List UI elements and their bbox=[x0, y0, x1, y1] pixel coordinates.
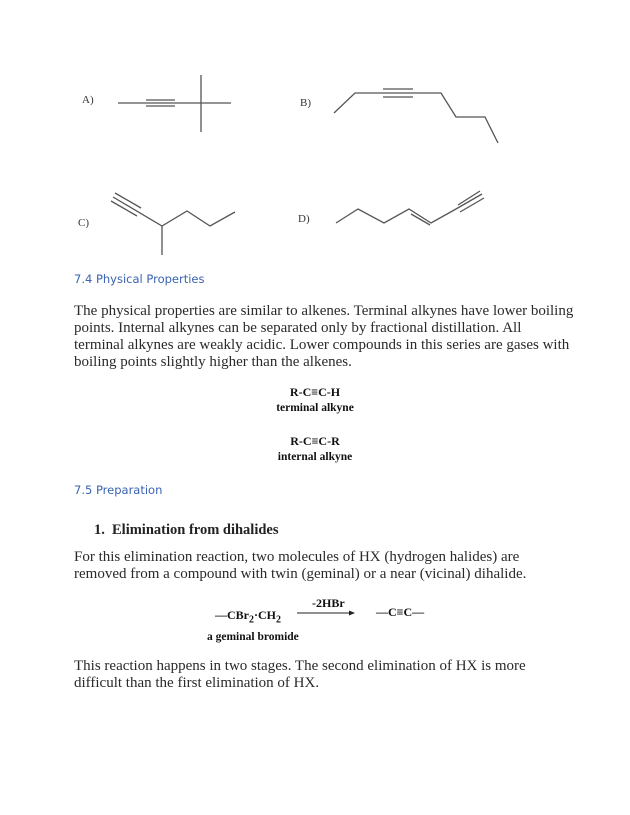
reaction-caption: a geminal bromide bbox=[207, 631, 299, 643]
section-heading-physical-properties: 7.4 Physical Properties bbox=[74, 272, 205, 286]
preparation-paragraph bbox=[74, 549, 574, 583]
paragraph-line: boiling points slightly higher than the alkenes. bbox=[74, 354, 352, 370]
paragraph-line: For this elimination reaction, two molecules of HX (hydrogen halides) are bbox=[74, 549, 520, 565]
structure-label-d: D) bbox=[298, 213, 310, 225]
section-heading-preparation: 7.5 Preparation bbox=[74, 483, 163, 497]
reactant-subscript-2: 2 bbox=[276, 614, 282, 626]
terminal-alkyne-formula: R-C≡C-H bbox=[289, 385, 341, 399]
structure-label-c: C) bbox=[78, 217, 89, 229]
structure-a-skeleton bbox=[118, 75, 231, 132]
structure-b-skeleton bbox=[334, 89, 498, 143]
paragraph-line: terminal alkynes are weakly acidic. Lower compounds in this series are gases with bbox=[74, 337, 570, 353]
paragraph-line: The physical properties are similar to alkenes. Terminal alkynes have lower boiling bbox=[74, 303, 574, 319]
structure-label-a: A) bbox=[82, 94, 94, 106]
structures-drawing bbox=[0, 0, 630, 270]
reactant-prefix: —CBr bbox=[215, 608, 249, 622]
structure-d-skeleton bbox=[336, 191, 484, 225]
reaction-product: —C≡C— bbox=[376, 605, 425, 619]
reaction-arrow-icon bbox=[295, 608, 357, 618]
reactant-middle: ·CH bbox=[254, 608, 277, 622]
internal-alkyne-formula: R-C≡C-R bbox=[290, 434, 340, 448]
paragraph-line: This reaction happens in two stages. The second elimination of HX is more bbox=[74, 658, 526, 674]
reaction-reagent: -2HBr bbox=[312, 596, 345, 610]
paragraph-line: removed from a compound with twin (geminal) or a near (vicinal) dihalide. bbox=[74, 566, 527, 582]
paragraph-line: points. Internal alkynes can be separated only by fractional distillation. All bbox=[74, 320, 522, 336]
structure-c-skeleton bbox=[111, 193, 235, 255]
physical-properties-paragraph bbox=[74, 303, 574, 371]
internal-alkyne-caption: internal alkyne bbox=[277, 451, 353, 463]
paragraph-line: difficult than the first elimination of HX. bbox=[74, 675, 320, 691]
closing-paragraph bbox=[74, 658, 574, 692]
reactant-subscript-1: 2 bbox=[249, 614, 254, 626]
list-item-title: Elimination from dihalides bbox=[112, 522, 279, 538]
reaction-reactant bbox=[215, 608, 281, 625]
list-item-number: 1. bbox=[94, 522, 105, 538]
terminal-alkyne-caption: terminal alkyne bbox=[276, 402, 354, 414]
structure-label-b: B) bbox=[300, 97, 311, 109]
